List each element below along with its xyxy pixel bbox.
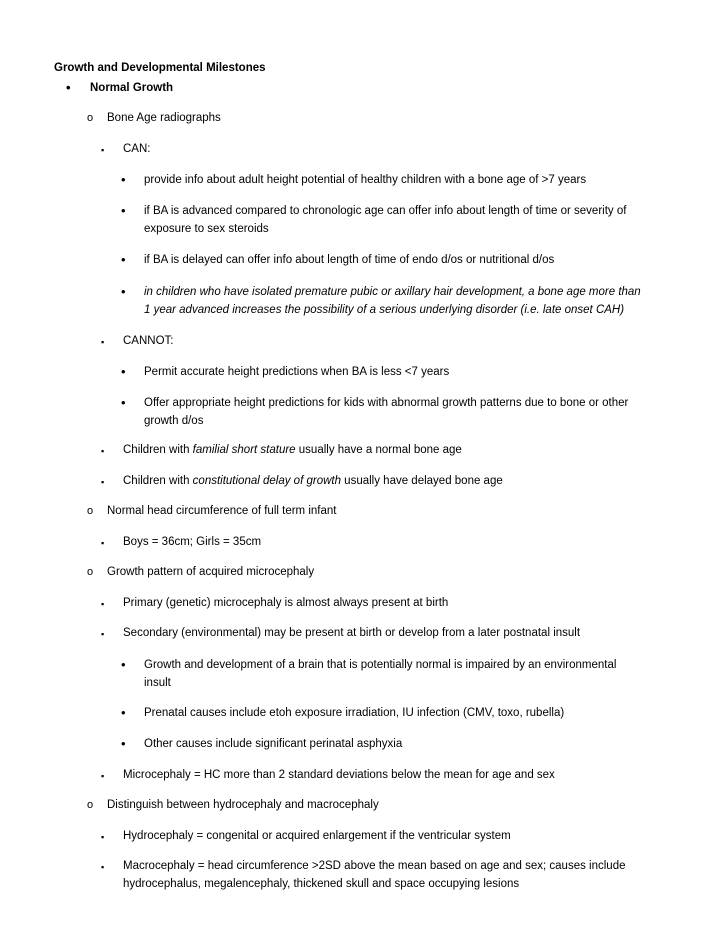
disc-bullet-icon: •	[121, 705, 126, 720]
list-item-text: Macrocephaly = head circumference >2SD above the mean based on age and sex; causes include	[123, 860, 626, 872]
disc-bullet-icon: •	[121, 364, 126, 379]
list-item-text: Normal head circumference of full term infant	[107, 505, 337, 517]
text-segment: usually have a normal bone age	[295, 444, 462, 456]
disc-bullet-icon: •	[121, 284, 126, 299]
list-item-text: in children who have isolated premature pubic or axillary hair development, a bone age more than	[144, 286, 641, 298]
emphasis-text: familial short stature	[192, 444, 296, 456]
square-bullet-icon: ▪	[101, 862, 105, 872]
list-item-text: Prenatal causes include etoh exposure irradiation, IU infection (CMV, toxo, rubella)	[144, 707, 565, 719]
square-bullet-icon: ▪	[101, 337, 105, 347]
disc-bullet-icon: •	[121, 395, 126, 410]
square-bullet-icon: ▪	[101, 538, 105, 548]
list-item-text: Growth pattern of acquired microcephaly	[107, 566, 315, 578]
list-item-text: 1 year advanced increases the possibility of a serious underlying disorder (i.e. late onset CAH)	[144, 304, 625, 316]
text-segment: usually have delayed bone age	[340, 475, 503, 487]
circle-bullet-icon: o	[87, 799, 94, 811]
text-segment: Children with	[123, 444, 193, 456]
list-item-text: growth d/os	[144, 415, 204, 427]
list-item-text: Primary (genetic) microcephaly is almost always present at birth	[123, 597, 449, 609]
square-bullet-icon: ▪	[101, 629, 105, 639]
list-item-text: Distinguish between hydrocephaly and macrocephaly	[107, 799, 379, 811]
list-item-text	[123, 441, 462, 459]
list-item-text: CANNOT:	[123, 335, 174, 347]
square-bullet-icon: ▪	[101, 446, 105, 456]
text-segment: Children with	[123, 475, 193, 487]
list-item-text: Permit accurate height predictions when BA is less <7 years	[144, 366, 450, 378]
list-item-text	[123, 472, 503, 490]
list-item-text: Growth and development of a brain that is potentially normal is impaired by an environmental	[144, 659, 617, 671]
list-item-text: Hydrocephaly = congenital or acquired enlargement if the ventricular system	[123, 830, 511, 842]
list-item-text: insult	[144, 677, 171, 689]
square-bullet-icon: ▪	[101, 599, 105, 609]
circle-bullet-icon: o	[87, 566, 94, 578]
square-bullet-icon: ▪	[101, 832, 105, 842]
list-item-text: exposure to sex steroids	[144, 223, 269, 235]
circle-bullet-icon: o	[87, 505, 94, 517]
disc-bullet-icon: •	[121, 252, 126, 267]
square-bullet-icon: ▪	[101, 771, 105, 781]
list-item-text: Secondary (environmental) may be present at birth or develop from a later postnatal insult	[123, 627, 581, 639]
disc-bullet-icon: •	[121, 657, 126, 672]
list-item-text: if BA is delayed can offer info about length of time of endo d/os or nutritional d/os	[144, 254, 555, 266]
list-item-text: CAN:	[123, 143, 151, 155]
disc-bullet-icon: •	[121, 203, 126, 218]
disc-bullet-icon: •	[121, 736, 126, 751]
list-item-text: Bone Age radiographs	[107, 112, 221, 124]
list-item-text: hydrocephalus, megalencephaly, thickened skull and space occupying lesions	[123, 878, 520, 890]
square-bullet-icon: ▪	[101, 477, 105, 487]
circle-bullet-icon: o	[87, 112, 94, 124]
list-item-text: Other causes include significant perinatal asphyxia	[144, 738, 403, 750]
disc-bullet-icon: •	[121, 172, 126, 187]
disc-bullet-icon: •	[66, 80, 71, 95]
list-item-text: Microcephaly = HC more than 2 standard deviations below the mean for age and sex	[123, 769, 555, 781]
list-item-text: Offer appropriate height predictions for kids with abnormal growth patterns due to bone or other	[144, 397, 629, 409]
list-item-text: if BA is advanced compared to chronologic age can offer info about length of time or severity of	[144, 205, 627, 217]
emphasis-text: constitutional delay of growth	[192, 475, 341, 487]
list-item-text: Boys = 36cm; Girls = 35cm	[123, 536, 262, 548]
list-item-text: provide info about adult height potential of healthy children with a bone age of >7 years	[144, 174, 587, 186]
square-bullet-icon: ▪	[101, 145, 105, 155]
